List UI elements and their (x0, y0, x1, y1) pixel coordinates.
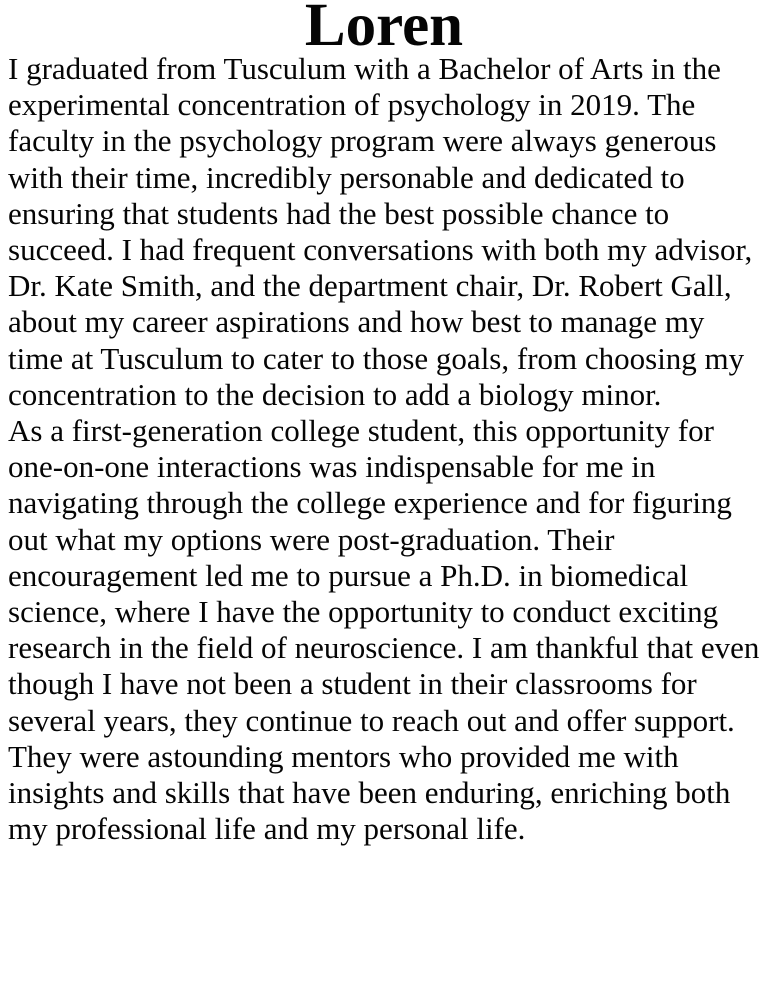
text-line: Dr. Kate Smith, and the department chair, Dr. Robert Gall, (8, 268, 732, 304)
text-line: time at Tusculum to cater to those goals, from choosing my (8, 340, 745, 376)
text-line: though I have not been a student in their classrooms for (8, 666, 697, 702)
text-line: As a first-generation college student, this opportunity for (8, 413, 714, 449)
text-line: several years, they continue to reach out and offer support. (8, 702, 735, 738)
text-line: science, where I have the opportunity to conduct exciting (8, 594, 719, 630)
text-line: insights and skills that have been enduring, enriching both (8, 775, 731, 811)
text-line: I graduated from Tusculum with a Bachelor of Arts in the (8, 51, 721, 86)
text-line: experimental concentration of psychology in 2019. The (8, 87, 696, 123)
text-line: encouragement led me to pursue a Ph.D. in biomedical (8, 557, 689, 593)
text-line: navigating through the college experience and for figuring (8, 485, 732, 521)
text-line: They were astounding mentors who provided me with (8, 738, 679, 774)
text-line: out what my options were post-graduation. Their (8, 521, 615, 557)
text-line: with their time, incredibly personable and dedicated to (8, 159, 685, 195)
body-text (0, 51, 768, 847)
text-line: about my career aspirations and how best to manage my (8, 304, 705, 340)
paragraph-1 (8, 51, 760, 413)
text-line: ensuring that students had the best possible chance to (8, 195, 670, 231)
text-line: concentration to the decision to add a biology minor. (8, 376, 662, 412)
page-title: Loren (304, 0, 464, 59)
text-line: my professional life and my personal life. (8, 811, 526, 847)
paragraph-2 (8, 413, 760, 847)
text-line: succeed. I had frequent conversations with both my advisor, (8, 232, 753, 268)
text-line: one-on-one interactions was indispensable for me in (8, 449, 656, 485)
text-line: faculty in the psychology program were always generous (8, 123, 717, 159)
text-line: research in the field of neuroscience. I am thankful that even (8, 630, 760, 666)
